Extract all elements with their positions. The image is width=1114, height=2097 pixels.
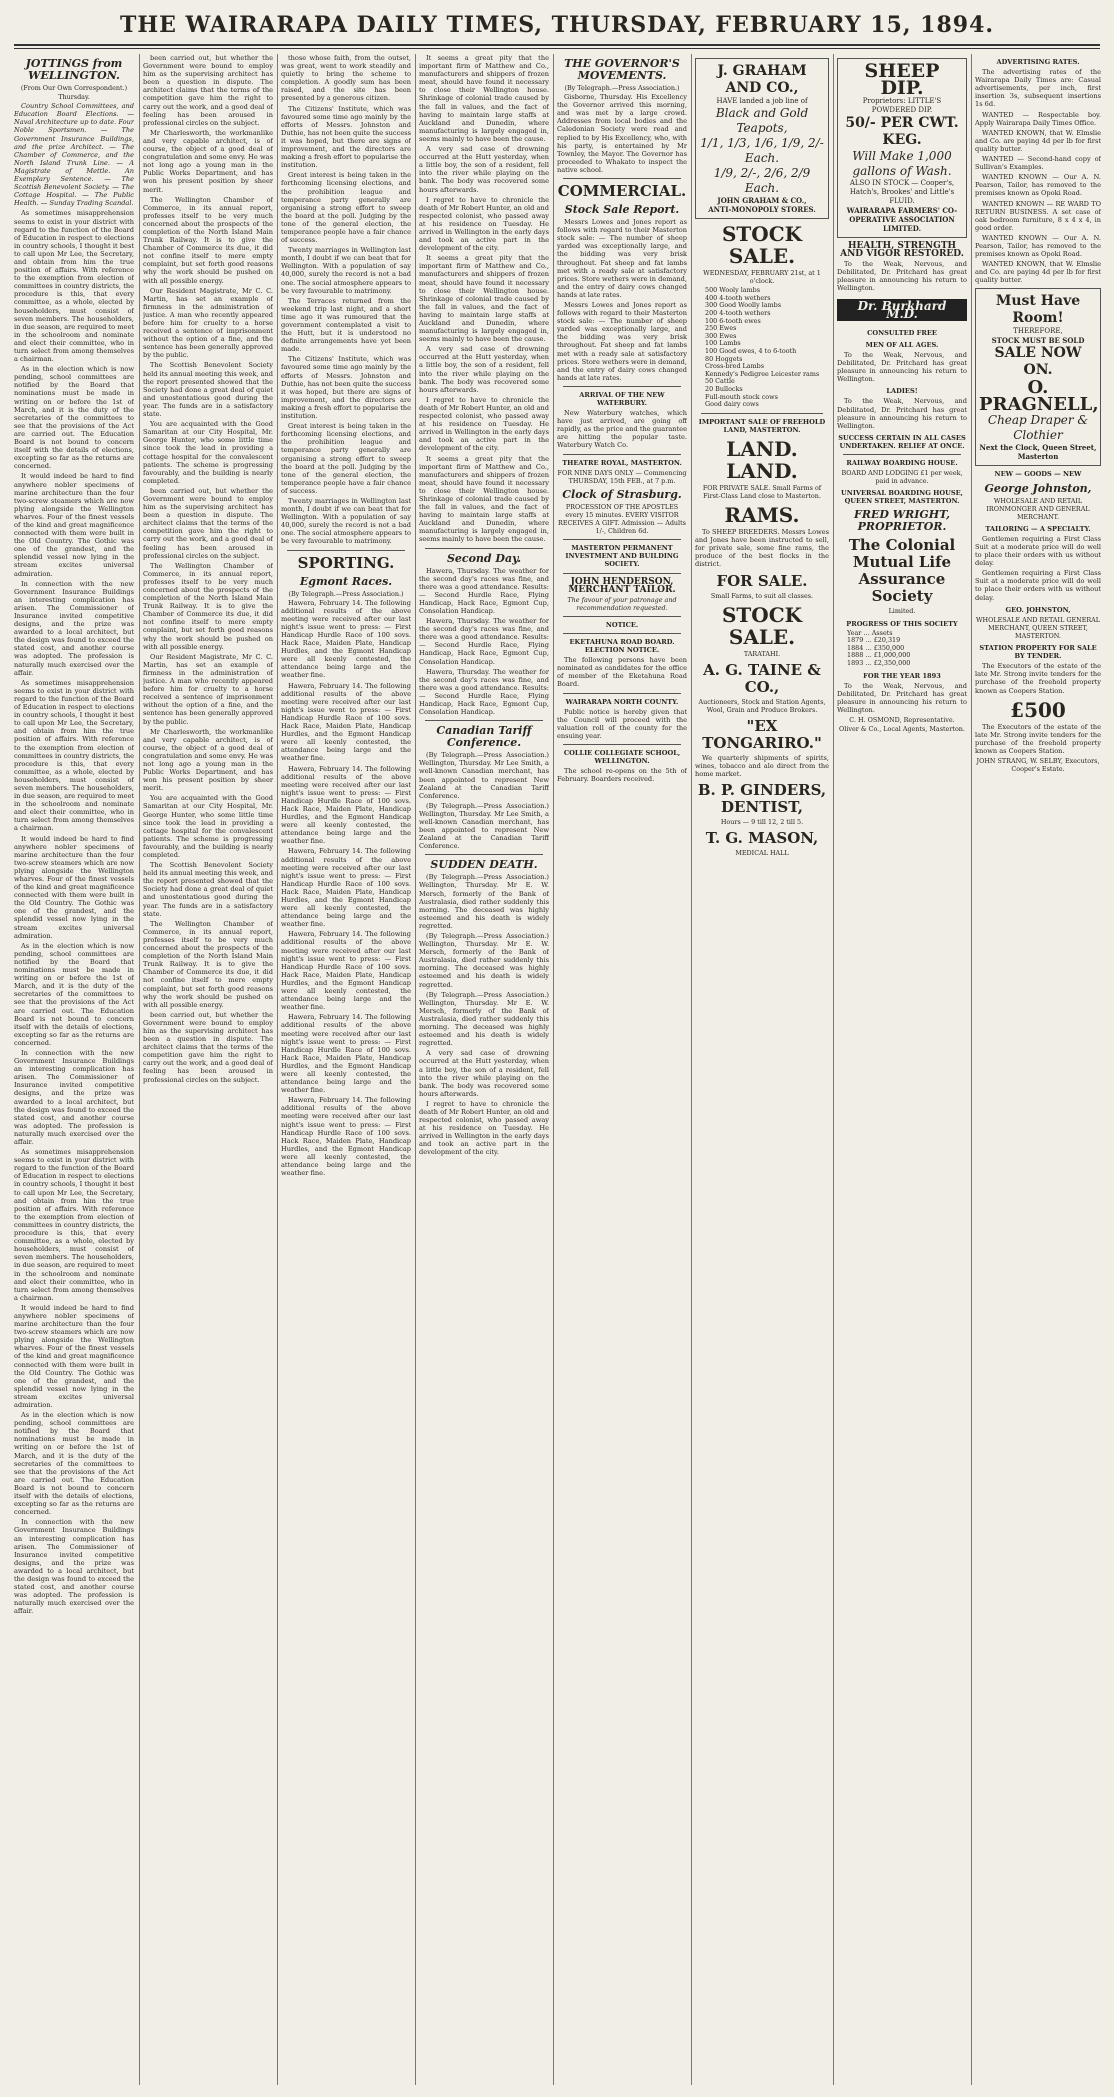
article-paragraph: Twenty marriages in Wellington last month, I doubt if we can beat that for Wellington. With a population of say 40,000, surely the record is not a bad one. The social atmosphere appears to be very favourable to matrimony. (281, 246, 411, 295)
list-item: 250 Ewes (705, 324, 737, 333)
ad-heading: George Johnston, (984, 481, 1092, 495)
table-row: 1884 … £350,000 (847, 643, 905, 652)
ad-heading: FOR THE YEAR 1893 (863, 671, 941, 680)
article-paragraph: Great interest is being taken in the forthcoming licensing elections, and the prohibition league and temperance party generally are organising a strong effort to sweep the board at the poll. Judging by the tone of the general election, the temperance people have a fair chance of success. (281, 171, 411, 245)
article-byline: (By Telegraph.—Press Association.) (564, 84, 680, 92)
ad-heading: LADIES! (886, 387, 918, 396)
ad-text: Gentlemen requiring a First Class Suit at a moderate price will do well to place their orders with us without delay. (975, 569, 1101, 602)
ad-heading: ARRIVAL OF THE NEW WATERBURY. (579, 390, 665, 407)
list-item: 500 Wooly lambs (705, 286, 761, 295)
article-paragraph: Mr Charlesworth, the workmanlike and very capable architect, is of course, the object of a good deal of congratulation and some envy. He was not long ago a young man in the Public Works Department, and has won his present position by sheer merit. (143, 128, 273, 194)
classified-ad: WANTED KNOWN, that W. Elmslie and Co. are paying 4d per lb for first quality butter. (975, 260, 1101, 285)
ad-text: Cheap Draper & Clothier (987, 413, 1089, 443)
column-2 (143, 54, 273, 2085)
column-4 (419, 54, 549, 2085)
article-paragraph: As in the election which is now pending, school committees are notified by the Board that nominations must be made in writing on or before the 1st of March, and it is the duty of the secretaries of the committees to see that the provisions of the Act are carried out. The Education Board is not bound to concern itself with the details of elections, excepting so far as the returns are concerned. (14, 365, 134, 471)
ad-text: THEREFORE, (1013, 327, 1063, 336)
ad-heading: COLLIE COLLEGIATE SCHOOL, WELLINGTON. (563, 749, 681, 766)
list-item: 100 Good ewes, 4 to 6-tooth (705, 346, 797, 355)
column-6 (695, 54, 829, 2085)
list-item: 300 Ewes (705, 331, 737, 340)
ad-text: Oliver & Co., Local Agents, Masterton. (839, 725, 965, 734)
column-divider (415, 54, 416, 2085)
ad-text: Auctioneers, Stock and Station Agents, Wool, Grain and Produce Brokers. (698, 697, 826, 714)
article-paragraph: Hawera, February 14. The following additional results of the above meeting were received after our last night's issue went to press: — First Handicap Hurdle Race of 100 sovs. Hack Race, Maiden Plate, Handicap Hurdles, and the Egmont Handicap were all keenly contested, the attendance being large and the weather fine. (281, 1096, 411, 1178)
classified-ad: WANTED KNOWN — RE WARD TO RETURN BUSINESS. A set case of oak bedroom furniture, 8 x 4 x 4, in good order. (975, 199, 1101, 232)
ad-heading: FOR SALE. (716, 571, 808, 590)
column-1 (14, 54, 134, 2085)
masthead-rule-thin (14, 48, 1100, 49)
ad-price: 50/- PER CWT. KEG. (845, 115, 959, 148)
list-item: 100 6-tooth ewes (705, 316, 761, 325)
doctor-signature-seal: Dr. Burkhard M.D. (837, 299, 967, 321)
column-7 (837, 54, 967, 2085)
article-paragraph: Messrs Lowes and Jones report as follows with regard to their Masterton stock sale: — The number of sheep yarded was exceptionally large, and the bidding was very brisk throughout. Fat sheep and fat lambs met with a ready sale at satisfactory prices. Store wethers were in demand, and the entry of dairy cows changed hands at late rates. (557, 300, 687, 382)
article-paragraph: As in the election which is now pending, school committees are notified by the Board that nominations must be made in writing on or before the 1st of March, and it is the duty of the secretaries of the committees to see that the provisions of the Act are carried out. The Education Board is not bound to concern itself with the details of elections, excepting so far as the returns are concerned. (14, 941, 134, 1047)
stock-list (705, 287, 829, 409)
ad-heading: FRED WRIGHT, PROPRIETOR. (854, 508, 950, 534)
list-item: 20 Bullocks (705, 384, 743, 393)
article-paragraph: been carried out, but whether the Government were bound to employ him as the supervising architect has been a question in dispute. The architect claims that the terms of the competition gave him the right to carry out the work, and a good deal of feeling has been aroused in professional circles on the subject. (143, 486, 273, 560)
ad-heading: "EX TONGARIRO." (702, 716, 822, 752)
section-heading-tariff: Canadian Tariff Conference. (436, 724, 532, 750)
column-3 (281, 54, 411, 2085)
article-paragraph: Hawera, February 14. The following additional results of the above meeting were received after our last night's issue went to press: — First Handicap Hurdle Race of 100 sovs. Hack Race, Maiden Plate, Handicap Hurdles, and the Egmont Handicap were all keenly contested, the attendance being large and the weather fine. (281, 764, 411, 846)
ad-text: New Waterbury watches, which have just arrived, are going off rapidly, as the price and the guarantee are hitting the popular taste. Waterbury Watch Co. (557, 409, 687, 450)
article-paragraph: It seems a great pity that the important firm of Matthew and Co., manufacturers and shippers of frozen meat, should have found it necessary to close their Wellington house. Shrinkage of colonial trade caused by the fall in values, and the fact of having to maintain large staffs at Auckland and Dunedin, where manufacturing is largely engaged in, seems mainly to have been the cause. (419, 454, 549, 544)
ad-text: Black and Gold Teapots, (715, 106, 809, 135)
ad-text: Proprietors: LITTLE'S POWDERED DIP. (862, 97, 942, 114)
ad-heading: NOTICE. (605, 620, 639, 629)
article-paragraph: I regret to have to chronicle the death of Mr Robert Hunter, an old and respected colonist, who passed away at his residence on Tuesday. He arrived in Wellington in the early days and took an active part in the development of the city. (419, 395, 549, 453)
section-heading-sporting: SPORTING. (297, 553, 395, 572)
column-divider (553, 54, 554, 2085)
article-paragraph: Mr Charlesworth, the workmanlike and very capable architect, is of course, the object of a good deal of congratulation and some envy. He was not long ago a young man in the Public Works Department, and has won his present position by sheer merit. (143, 727, 273, 793)
article-paragraph: It would indeed be hard to find anywhere nobler specimens of marine architecture than the four two-screw steamers which are now plying alongside the Wellington wharves. Four of the finest vessels of the kind and great magnificence connected with them were built in the Old Country. The Gothic was one of the grandest, and the splendid vessel now lying in the stream excites universal admiration. (14, 472, 134, 578)
classified-ad: WANTED — Respectable boy. Apply Wairarapa Daily Times Office. (975, 110, 1101, 127)
ad-text: To the Weak, Nervous, and Debilitated, Dr. Pritchard has great pleasure in announcing his return to Wellington. (837, 397, 967, 430)
article-paragraph: Gisborne, Thursday. His Excellency the Governor arrived this morning, and was met by a large crowd. Addresses from local bodies and the Caledonian Society were read and replied to by His Excellency, who, with his party, is entertained by Mr Townley, the Mayor. The Governor has proceeded to Whakato to inspect the native school. (557, 93, 687, 174)
ad-text: The Executors of the estate of the late Mr. Strong invite tenders for the purchase of the freehold property known as Coopers Station. (975, 662, 1101, 695)
article-paragraph: The Citizens' Institute, which was favoured some time ago mainly by the efforts of Messrs. Johnston and Duthie, has not been quite the success it was hoped, but there are signs of improvement, and the directors are making a fresh effort to popularise the institution. (281, 355, 411, 421)
table-row: 1893 … £2,350,000 (847, 659, 911, 667)
section-subheading: Egmont Races. (299, 574, 393, 588)
section-heading-death: SUDDEN DEATH. (430, 858, 538, 872)
ad-price: £500 (1010, 697, 1066, 722)
column-divider (971, 54, 972, 2085)
article-heading: JOTTINGS from WELLINGTON. (25, 57, 123, 82)
ad-text: The Executors of the estate of the late Mr. Strong invite tenders for the purchase of the freehold property known as Coopers Station. (975, 722, 1101, 755)
section-heading-governor: THE GOVERNOR'S MOVEMENTS. (564, 57, 680, 82)
ad-text: JOHN GRAHAM & CO., (717, 196, 807, 205)
ad-heading: PROGRESS OF THIS SOCIETY (846, 619, 958, 628)
ad-heading: STATION PROPERTY FOR SALE BY TENDER. (979, 644, 1097, 661)
section-heading-second-day: Second Day. (446, 551, 522, 565)
article-paragraph: A very sad case of drowning occurred at the Hutt yesterday, when a little boy, the son of a resident, fell into the river while playing on the bank. The body was recovered some hours afterwards. (419, 345, 549, 394)
article-paragraph: The Wellington Chamber of Commerce, in its annual report, professes itself to be very much concerned about the prospects of the completion of the North Island Main Trunk Railway. It is to give the Chamber of Commerce its due, it did not confine itself to mere empty complaint, but set forth good reasons why the work should be pushed on with all possible energy. (143, 561, 273, 651)
classified-ad: WANTED KNOWN — Our A. N. Pearson, Tailor, has removed to the premises known as Opoki Road. (975, 233, 1101, 259)
progress-table (847, 630, 967, 668)
article-paragraph: been carried out, but whether the Government were bound to employ him as the supervising architect has been a question in dispute. The architect claims that the terms of the competition gave him the right to carry out the work, and a good deal of feeling has been aroused in professional circles on the subject. (143, 1010, 273, 1084)
section-heading-commercial: COMMERCIAL. (557, 182, 687, 201)
article-byline: (From Our Own Correspondent.) (20, 84, 128, 92)
ad-heading: TAILORING — A SPECIALTY. (985, 524, 1091, 533)
ad-heading: HEALTH, STRENGTH AND VIGOR RESTORED. (840, 241, 964, 260)
ad-text: Next the Clock, Queen Street, Masterton (979, 443, 1097, 462)
section-subheading: Stock Sale Report. (564, 203, 680, 217)
article-summary: Country School Committees, and Education Board Elections. — Naval Architecture up to date. Four Noble Sportsmen. — The Government Insurance Buildings, and the prize Architect. — The Chamber of Commerce, and the North Island Trunk Line. — A Magistrate of Mettle. An Exemplary Sentence. — The Scottish Benevolent Society. — The Cottage Hospital. — The Public Health. — Sunday Trading Scandal. (14, 102, 134, 208)
ad-heading: SUCCESS CERTAIN IN ALL CASES UNDERTAKEN. RELIEF AT ONCE. (838, 433, 966, 450)
article-paragraph: As in the election which is now pending, school committees are notified by the Board that nominations must be made in writing on or before the 1st of March, and it is the duty of the secretaries of the committees to see that the provisions of the Act are carried out. The Education Board is not bound to concern itself with the details of elections, excepting so far as the returns are concerned. (14, 1411, 134, 1517)
classified-ad: WANTED — Second-hand copy of Sullivan's Examples. (975, 155, 1101, 172)
ad-graham (695, 58, 829, 219)
column-divider (691, 54, 692, 2085)
ad-heading: GEO. JOHNSTON, (1005, 605, 1071, 614)
article-paragraph: (By Telegraph.—Press Association.) Wellington, Thursday. Mr Lee Smith, a well-known Canadian merchant, has been appointed to represent New Zealand at the Canadian Tariff Conference. (419, 751, 549, 800)
ad-heading: CONSULTED FREE (867, 328, 937, 337)
ad-heading: MEN OF ALL AGES. (865, 340, 939, 349)
article-paragraph: (By Telegraph.—Press Association.) Wellington, Thursday. Mr E. W. Mersch, formerly of the Bank of Australasia, died rather suddenly this morning. The deceased was highly esteemed and his death is widely regretted. (419, 932, 549, 989)
column-5 (557, 54, 687, 2085)
ad-heading: A. G. TAINE & CO., (703, 660, 821, 696)
article-paragraph: Hawera, Thursday. The weather for the second day's races was fine, and there was a good attendance. Results: — Second Hurdle Race, Flying Handicap, Hack Race, Egmont Cup, Consolation Handicap. (419, 667, 549, 717)
ad-heading: THEATRE ROYAL, MASTERTON. (562, 458, 682, 467)
ad-text: WEDNESDAY, FEBRUARY 21st, at 1 o'clock. (703, 269, 821, 286)
ad-heading-colonial: The Colonial Mutual Life Assurance Society (848, 536, 956, 606)
article-paragraph: Hawera, February 14. The following additional results of the above meeting were received after our last night's issue went to press: — First Handicap Hurdle Race of 100 sovs. Hack Race, Maiden Plate, Handicap Hurdles, and the Egmont Handicap were all keenly contested, the attendance being large and the weather fine. (281, 598, 411, 680)
ad-text: The school re-opens on the 5th of February. Boarders received. (557, 767, 687, 784)
masthead-rule (14, 44, 1100, 46)
article-byline: (By Telegraph.—Press Association.) (288, 589, 404, 598)
ad-text: WAIRARAPA FARMERS' CO-OPERATIVE ASSOCIATION LIMITED. (846, 206, 958, 233)
ad-text: Will Make 1,000 gallons of Wash. (852, 149, 952, 178)
article-paragraph: The Terraces returned from the weekend trip last night, and a short time ago it was rumoured that the government contemplated a visit to the Hutt, but it is understood no definite arrangements have yet been made. (281, 296, 411, 354)
list-item: Cross-bred Lambs (705, 362, 765, 371)
ad-text: The advertising rates of the Wairarapa Daily Times are: Casual advertisements, per inch, first insertion 3s, subsequent insertions 1s 6d. (975, 68, 1101, 109)
list-item: 200 4-tooth wethers (705, 308, 771, 317)
ad-text: JOHN STRANG, W. SELBY, Executors, Cooper's Estate. (976, 756, 1100, 774)
article-paragraph: Hawera, Thursday. The weather for the second day's races was fine, and there was a good attendance. Results: — Second Hurdle Race, Flying Handicap, Hack Race, Egmont Cup, Consolation Handicap. (419, 566, 549, 615)
article-paragraph: The Wellington Chamber of Commerce, in its annual report, professes itself to be very much concerned about the prospects of the completion of the North Island Main Trunk Railway. It is to give the Chamber of Commerce its due, it did not confine itself to mere empty complaint, but set forth good reasons why the work should be pushed on with all possible energy. (143, 195, 273, 285)
list-item: 80 Hoggets (705, 354, 743, 363)
article-paragraph: A very sad case of drowning occurred at the Hutt yesterday, when a little boy, the son of a resident, fell into the river while playing on the bank. The body was recovered some hours afterwards. (419, 145, 549, 194)
ad-heading: T. G. MASON, (705, 829, 819, 848)
ad-heading-land: LAND. LAND. (726, 436, 798, 483)
article-paragraph: It would indeed be hard to find anywhere nobler specimens of marine architecture than the four two-screw steamers which are now plying alongside the Wellington wharves. Four of the finest vessels of the kind and great magnificence connected with them were built in the Old Country. The Gothic was one of the grandest, and the splendid vessel now lying in the stream excites universal admiration. (14, 1303, 134, 1409)
ad-text: PROCESSION OF THE APOSTLES every 15 minutes. EVERY VISITOR RECEIVES A GIFT. Admission — Adults 1/-, Children 6d. (558, 502, 686, 536)
article-paragraph: As sometimes misapprehension seems to exist in your district with regard to the function of the Board of Education in respect to elections in country schools, I thought it best to call upon Mr Lee, the Secretary, and obtain from him the true position of affairs. With reference to the exemption from election of committees in country districts, the procedure is this, that every committee, as a whole, elected by householders, must consist of seven members. The householders, in due season, are required to meet in the schoolroom and nominate and elect their committee, who in turn select from among themselves a chairman. (14, 1148, 134, 1302)
ad-text: The favour of your patronage and recommendation requested. (567, 595, 677, 612)
article-paragraph: I regret to have to chronicle the death of Mr Robert Hunter, an old and respected colonist, who passed away at his residence on Tuesday. He arrived in Wellington in the early days and took an active part in the development of the city. (419, 195, 549, 253)
list-item: Good dairy cows (705, 400, 759, 409)
article-dateline: Thursday. (58, 93, 90, 102)
article-paragraph: Our Resident Magistrate, Mr C. C. Martin, has set an example of firmness in the administration of justice. A man who recently appeared before him for cruelty to a horse received a sentence of imprisonment without the option of a fine, and the sentence has been generally approved by the public. (143, 652, 273, 726)
ad-sheep-dip (837, 58, 967, 238)
list-item: 400 4-tooth wethers (705, 293, 771, 302)
ad-text: We quarterly shipments of spirits, wines, tobacco and ale direct from the home market. (695, 753, 829, 779)
ad-text: HAVE landed a job line of (716, 97, 808, 105)
ad-heading: J. GRAHAM AND CO., (717, 63, 807, 96)
ad-text: To the Weak, Nervous, and Debilitated, Dr. Pritchard has great pleasure in announcing his return to Wellington. (837, 260, 967, 293)
ad-heading-rams: RAMS. (724, 503, 800, 528)
article-paragraph: In connection with the new Government Insurance Buildings an interesting complication has arisen. The Commissioner of Insurance invited competitive designs, and the prize was awarded to a local architect, but the design was found to exceed the stated cost, and another course was adopted. The profession is naturally much exercised over the affair. (14, 1518, 134, 1616)
article-paragraph: The Scottish Benevolent Society held its annual meeting this week, and the report presented showed that the Society had done a great deal of quiet and unostentatious good during the year. The funds are in a satisfactory state. (143, 361, 273, 419)
ad-text: FOR PRIVATE SALE. Small Farms of First-Class Land close to Masterton. (702, 483, 822, 500)
article-paragraph: been carried out, but whether the Government were bound to employ him as the supervising architect has been a question in dispute. The architect claims that the terms of the competition gave him the right to carry out the work, and a good deal of feeling has been aroused in professional circles on the subject. (143, 54, 273, 127)
article-paragraph: those whose faith, from the outset, was great, went to work steadily and quietly to bring the scheme to completion. A goodly sum has been raised, and the site has been presented by a generous citizen. (281, 54, 411, 103)
ad-text: Hours — 9 till 12, 2 till 5. (720, 818, 804, 827)
list-item: 100 Lambs (705, 339, 741, 348)
ad-text: WHOLESALE AND RETAIL IRONMONGER AND GENERAL MERCHANT. (986, 496, 1090, 521)
ad-heading: B. P. GINDERS, DENTIST, (697, 781, 827, 817)
article-paragraph: Hawera, February 14. The following additional results of the above meeting were received after our last night's issue went to press: — First Handicap Hurdle Race of 100 sovs. Hack Race, Maiden Plate, Handicap Hurdles, and the Egmont Handicap were all keenly contested, the attendance being large and the weather fine. (281, 930, 411, 1012)
ad-text: To SHEEP BREEDERS. Messrs Lowes and Jones have been instructed to sell, for private sale, some fine rams, the produce of the best flocks in the district. (695, 528, 829, 569)
table-row: 1879 … £20,319 (847, 636, 901, 645)
article-paragraph: I regret to have to chronicle the death of Mr Robert Hunter, an old and respected colonist, who passed away at his residence on Tuesday. He arrived in Wellington in the early days and took an active part in the development of the city. (419, 1099, 549, 1157)
ad-heading: Must Have Room! (995, 293, 1081, 327)
article-paragraph: It would indeed be hard to find anywhere nobler specimens of marine architecture than the four two-screw steamers which are now plying alongside the Wellington wharves. Four of the finest vessels of the kind and great magnificence connected with them were built in the Old Country. The Gothic was one of the grandest, and the splendid vessel now lying in the stream excites universal admiration. (14, 834, 134, 940)
ad-text: MEDICAL HALL (735, 849, 789, 858)
ad-heading-stock-sale: STOCK SALE. (721, 602, 803, 649)
column-divider (833, 54, 834, 2085)
article-paragraph: Our Resident Magistrate, Mr C. C. Martin, has set an example of firmness in the administration of justice. A man who recently appeared before him for cruelty to a horse received a sentence of imprisonment without the option of a fine, and the sentence has been generally approved by the public. (143, 286, 273, 360)
article-paragraph: Hawera, February 14. The following additional results of the above meeting were received after our last night's issue went to press: — First Handicap Hurdle Race of 100 sovs. Hack Race, Maiden Plate, Handicap Hurdles, and the Egmont Handicap were all keenly contested, the attendance being large and the weather fine. (281, 847, 411, 929)
ad-text: To the Weak, Nervous, and Debilitated, Dr. Pritchard has great pleasure in announcing his return to Wellington. (837, 350, 967, 384)
ad-heading: JOHN HENDERSON, MERCHANT TAILOR. (568, 576, 676, 595)
article-paragraph: Messrs Lowes and Jones report as follows with regard to their Masterton stock sale: — The number of sheep yarded was exceptionally large, and the bidding was very brisk throughout. Fat sheep and fat lambs met with a ready sale at satisfactory prices. Store wethers were in demand, and the entry of dairy cows changed hands at late rates. (557, 218, 687, 299)
ad-text: BOARD AND LODGING £1 per week, paid in advance. (841, 469, 963, 486)
ad-text: Gentlemen requiring a First Class Suit at a moderate price will do well to place their orders with us without delay. (975, 534, 1101, 568)
article-paragraph: As sometimes misapprehension seems to exist in your district with regard to the function of the Board of Education in respect to elections in country schools, I thought it best to call upon Mr Lee, the Secretary, and obtain from him the true position of affairs. With reference to the exemption from election of committees in country districts, the procedure is this, that every committee, as a whole, elected by householders, must consist of seven members. The householders, in due season, are required to meet in the schoolroom and nominate and elect their committee, who in turn select from among themselves a chairman. (14, 209, 134, 364)
article-paragraph: Great interest is being taken in the forthcoming licensing elections, and the prohibition league and temperance party generally are organising a strong effort to sweep the board at the poll. Judging by the tone of the general election, the temperance people have a fair chance of success. (281, 422, 411, 495)
ad-text: TARATAHI. (743, 649, 781, 658)
article-paragraph: (By Telegraph.—Press Association.) Wellington, Thursday. Mr Lee Smith, a well-known Canadian merchant, has been appointed to represent New Zealand at the Canadian Tariff Conference. (419, 801, 549, 851)
article-paragraph: The Scottish Benevolent Society held its annual meeting this week, and the report presented showed that the Society had done a great deal of quiet and unostentatious good during the year. The funds are in a satisfactory state. (143, 861, 273, 918)
ad-heading: RAILWAY BOARDING HOUSE. (846, 458, 958, 467)
ad-text: WHOLESALE AND RETAIL GENERAL MERCHANT, QUEEN STREET, MASTERTON. (975, 615, 1101, 640)
ad-text: Limited. (888, 607, 916, 616)
article-paragraph: It seems a great pity that the important firm of Matthew and Co., manufacturers and shippers of frozen meat, should have found it necessary to close their Wellington house. Shrinkage of colonial trade caused by the fall in values, and the fact of having to maintain large staffs at Auckland and Dunedin, where manufacturing is largely engaged in, seems mainly to have been the cause. (419, 54, 549, 143)
article-paragraph: (By Telegraph.—Press Association.) Wellington, Thursday. Mr E. W. Mersch, formerly of the Bank of Australasia, died rather suddenly this morning. The deceased was highly esteemed and his death is widely regretted. (419, 990, 549, 1048)
ad-text: Small Farms, to suit all classes. (710, 591, 814, 600)
article-paragraph: (By Telegraph.—Press Association.) Wellington, Thursday. Mr E. W. Mersch, formerly of the Bank of Australasia, died rather suddenly this morning. The deceased was highly esteemed and his death is widely regretted. (419, 873, 549, 930)
ad-text: ANTI-MONOPOLY STORES. (708, 205, 816, 214)
article-paragraph: It seems a great pity that the important firm of Matthew and Co., manufacturers and shippers of frozen meat, should have found it necessary to close their Wellington house. Shrinkage of colonial trade caused by the fall in values, and the fact of having to maintain large staffs at Auckland and Dunedin, where manufacturing is largely engaged in, seems mainly to have been the cause. (419, 254, 549, 344)
ad-heading-clock: Clock of Strasburg. (562, 487, 682, 501)
ad-heading: ADVERTISING RATES. (996, 58, 1080, 66)
article-paragraph: As sometimes misapprehension seems to exist in your district with regard to the function of the Board of Education in respect to elections in country schools, I thought it best to call upon Mr Lee, the Secretary, and obtain from him the true position of affairs. With reference to the exemption from election of committees in country districts, the procedure is this, that every committee, as a whole, elected by householders, must consist of seven members. The householders, in due season, are required to meet in the schoolroom and nominate and elect their committee, who in turn select from among themselves a chairman. (14, 678, 134, 833)
ad-heading: O. PRAGNELL, (979, 377, 1099, 416)
article-paragraph: Hawera, February 14. The following additional results of the above meeting were received after our last night's issue went to press: — First Handicap Hurdle Race of 100 sovs. Hack Race, Maiden Plate, Handicap Hurdles, and the Egmont Handicap were all keenly contested, the attendance being large and the weather fine. (281, 681, 411, 763)
classified-ad: WANTED KNOWN, that W. Elmslie and Co. are paying 4d per lb for first quality butter. (975, 128, 1101, 153)
ad-heading: NEW — GOODS — NEW (994, 470, 1082, 479)
ad-heading: MASTERTON PERMANENT INVESTMENT AND BUILDING SOCIETY. (565, 544, 679, 569)
article-paragraph: Twenty marriages in Wellington last month, I doubt if we can beat that for Wellington. With a population of say 40,000, surely the record is not a bad one. The social atmosphere appears to be very favourable to matrimony. (281, 496, 411, 546)
ad-text: To the Weak, Nervous, and Debilitated, Dr. Pritchard has great pleasure in announcing his return to Wellington. (837, 681, 967, 714)
ad-text: 1/1, 1/3, 1/6, 1/9, 2/- Each. (700, 136, 824, 165)
table-row: Year … Assets (847, 628, 893, 637)
ad-text: C. H. OSMOND, Representative. (849, 716, 955, 725)
masthead-title: THE WAIRARAPA DAILY TIMES, THURSDAY, FEBRUARY 15, 1894. (119, 12, 995, 38)
ad-heading-stock-sale: STOCK SALE. (721, 222, 803, 268)
article-paragraph: Hawera, February 14. The following additional results of the above meeting were received after our last night's issue went to press: — First Handicap Hurdle Race of 100 sovs. Hack Race, Maiden Plate, Handicap Hurdles, and the Egmont Handicap were all keenly contested, the attendance being large and the weather fine. (281, 1013, 411, 1095)
list-item: Kennedy's Pedigree Leicester rams (705, 369, 820, 378)
ad-heading: UNIVERSAL BOARDING HOUSE, QUEEN STREET, MASTERTON. (841, 489, 963, 506)
article-paragraph: In connection with the new Government Insurance Buildings an interesting complication has arisen. The Commissioner of Insurance invited competitive designs, and the prize was awarded to a local architect, but the design was found to exceed the stated cost, and another course was adopted. The profession is naturally much exercised over the affair. (14, 579, 134, 677)
list-item: 300 Good Woolly lambs (705, 301, 781, 310)
article-paragraph: The Citizens' Institute, which was favoured some time ago mainly by the efforts of Messrs. Johnston and Duthie, has not been quite the success it was hoped, but there are signs of improvement, and the directors are making a fresh effort to popularise the institution. (281, 104, 411, 170)
list-item: Full-mouth stock cows (705, 392, 778, 401)
ad-heading: EKETAHUNA ROAD BOARD. ELECTION NOTICE. (569, 637, 675, 655)
ad-heading: SHEEP DIP. (864, 60, 940, 99)
column-8 (975, 54, 1101, 2085)
column-divider (277, 54, 278, 2085)
ad-text: The following persons have been nominated as candidates for the office of member of the Eketahuna Road Board. (557, 656, 687, 689)
ad-heading: IMPORTANT SALE OF FREEHOLD LAND, MASTERTON. (698, 417, 826, 434)
ad-text: 1/9, 2/-, 2/6, 2/9 Each. (713, 166, 811, 195)
ad-text: FOR NINE DAYS ONLY — Commencing THURSDAY, 15th FEB., at 7 p.m. (557, 468, 687, 485)
ad-pragnell (975, 288, 1101, 466)
list-item: 50 Cattle (705, 377, 735, 386)
ad-text: Public notice is hereby given that the Council will proceed with the valuation roll of the county for the ensuing year. (557, 707, 687, 740)
article-paragraph: You are acquainted with the Good Samaritan at our City Hospital, Mr. George Hunter, who some little time since took the lead in providing a cottage hospital for the convalescent patients. The scheme is progressing favourably, and the building is nearly completed. (143, 420, 273, 485)
ad-heading: WAIRARAPA NORTH COUNTY. (565, 697, 679, 706)
column-divider (139, 54, 140, 2085)
classified-ad: WANTED KNOWN — Our A. N. Pearson, Tailor, has removed to the premises known as Opoki Road. (975, 173, 1101, 198)
ad-text: ALSO IN STOCK — Cooper's, Hatch's, Brookes' and Little's FLUID. (849, 179, 955, 205)
article-paragraph: You are acquainted with the Good Samaritan at our City Hospital, Mr. George Hunter, who some little time since took the lead in providing a cottage hospital for the convalescent patients. The scheme is progressing favourably, and the building is nearly completed. (143, 794, 273, 859)
ad-heading: SALE NOW ON. (994, 345, 1082, 379)
table-row: 1888 … £1,000,000 (847, 651, 911, 660)
article-paragraph: In connection with the new Government Insurance Buildings an interesting complication has arisen. The Commissioner of Insurance invited competitive designs, and the prize was awarded to a local architect, but the design was found to exceed the stated cost, and another course was adopted. The profession is naturally much exercised over the affair. (14, 1048, 134, 1146)
ad-text: STOCK MUST BE SOLD (991, 336, 1085, 346)
article-paragraph: The Wellington Chamber of Commerce, in its annual report, professes itself to be very much concerned about the prospects of the completion of the North Island Main Trunk Railway. It is to give the Chamber of Commerce its due, it did not confine itself to mere empty complaint, but set forth good reasons why the work should be pushed on with all possible energy. (143, 919, 273, 1009)
article-paragraph: A very sad case of drowning occurred at the Hutt yesterday, when a little boy, the son of a resident, fell into the river while playing on the bank. The body was recovered some hours afterwards. (419, 1049, 549, 1098)
article-paragraph: Hawera, Thursday. The weather for the second day's races was fine, and there was a good attendance. Results: — Second Hurdle Race, Flying Handicap, Hack Race, Egmont Cup, Consolation Handicap. (419, 617, 549, 666)
